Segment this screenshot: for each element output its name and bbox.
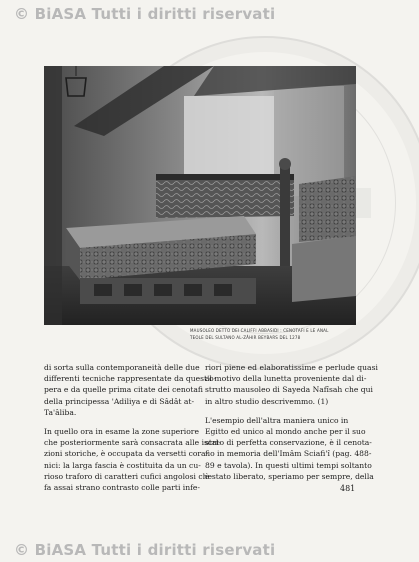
text-line: Egitto ed unico al mondo anche per il suo xyxy=(205,427,366,437)
paragraph-gap xyxy=(205,407,357,415)
copyright-watermark-top: © BiASA Tutti i diritti riservati xyxy=(14,5,276,23)
mausoleum-photograph xyxy=(44,66,356,325)
text-line: riori piene ed elaboratissime e perlude quasi xyxy=(205,363,378,372)
text-line: differenti tecniche rappresentate da quest'o- xyxy=(44,374,217,384)
caption-line: MAUSOLEO DETTO DEI CALIFFI ABBASIDI : CENOTAFI E LE ANAL xyxy=(190,328,329,333)
text-line: nici: la larga fascia è costituita da un cu- xyxy=(44,460,201,470)
text-line: di sorta sulla contemporaneità delle due xyxy=(44,363,200,372)
text-line: stato di perfetta conservazione, è il cenota- xyxy=(205,438,372,448)
text-line: 89 e tavola). In questi ultimi tempi soltanto xyxy=(205,460,372,470)
text-column-right xyxy=(205,362,378,482)
text-line: fa assai strano contrasto colle parti infe- xyxy=(44,483,200,493)
photo-caption xyxy=(190,328,360,341)
text-column-left xyxy=(44,362,221,493)
text-line: In quello ora in esame la zone superiore xyxy=(44,427,199,437)
text-line: Ta'âliba. xyxy=(44,407,77,417)
text-line: L'esempio dell'altra maniera unico in xyxy=(205,415,349,425)
text-line: fio in memoria dell'Imâm Sciafi'î (pag. 488- xyxy=(205,449,372,459)
text-line: della principessa 'Adiliya e di Sâdât at- xyxy=(44,396,195,406)
text-line: strutto mausoleo di Sayeda Nafîsah che qui xyxy=(205,385,373,395)
text-line: è stato liberato, speriamo per sempre, della xyxy=(205,471,374,481)
text-line: in altro studio descrivemmo. (1) xyxy=(205,396,329,406)
text-line: rioso traforo di caratteri cufici angolosi che xyxy=(44,471,212,481)
page-number: 481 xyxy=(340,484,356,493)
text-line: al motivo della lunetta proveniente dal di- xyxy=(205,374,367,384)
text-line: pera e da quelle prima citate dei cenotafi xyxy=(44,385,203,395)
paragraph-gap xyxy=(44,418,197,426)
text-line: zioni storiche, è occupata da versetti cora- xyxy=(44,449,209,459)
caption-line: TEOLE DEL SULTANO AL-ZÂHIR BEYBARS DEL 1278 xyxy=(190,334,301,340)
text-line: che posteriormente sarà consacrata alle iscri- xyxy=(44,438,221,448)
copyright-watermark-bottom: © BiASA Tutti i diritti riservati xyxy=(14,541,276,559)
